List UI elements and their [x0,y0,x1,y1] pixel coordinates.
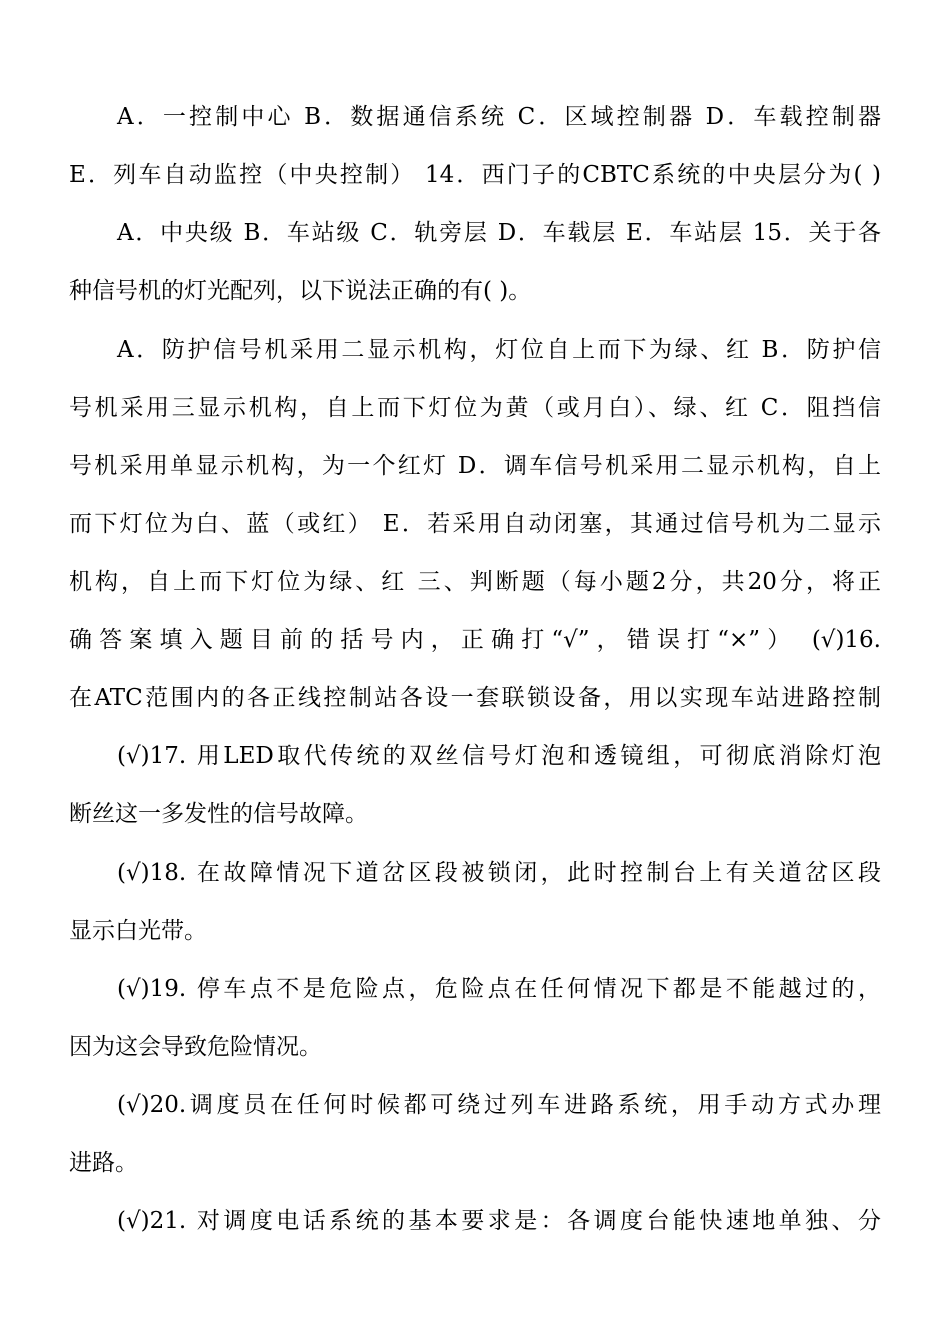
text-line-8: 而下灯位为白、蓝（或红） E．若采用自动闭塞，其通过信号机为二显示 [69,511,881,537]
text-line-3: A．中央级 B．车站级 C．轨旁层 D．车载层 E．车站层 15．关于各 [117,220,881,246]
text-line-17: 因为这会导致危险情况。 [69,1034,322,1060]
text-line-7: 号机采用单显示机构，为一个红灯 D．调车信号机采用二显示机构，自上 [69,453,881,479]
text-line-11: 在ATC范围内的各正线控制站各设一套联锁设备，用以实现车站进路控制 [69,685,881,711]
text-line-12: (√)17. 用LED取代传统的双丝信号灯泡和透镜组，可彻底消除灯泡 [117,743,881,769]
text-line-6: 号机采用三显示机构，自上而下灯位为黄（或月白）、绿、红 C．阻挡信 [69,395,881,421]
text-line-9: 机构，自上而下灯位为绿、红 三、判断题（每小题2分，共20分，将正 [69,569,881,595]
text-line-14: (√)18. 在故障情况下道岔区段被锁闭，此时控制台上有关道岔区段 [117,860,881,886]
text-line-19: 进路。 [69,1150,138,1176]
text-line-2: E．列车自动监控（中央控制） 14．西门子的CBTC系统的中央层分为( ) [69,162,881,188]
text-line-13: 断丝这一多发性的信号故障。 [69,801,368,827]
text-line-16: (√)19. 停车点不是危险点，危险点在任何情况下都是不能越过的， [117,976,881,1002]
text-line-1: A．一控制中心 B．数据通信系统 C．区域控制器 D．车载控制器 [117,104,881,130]
text-line-4: 种信号机的灯光配列，以下说法正确的有( )。 [69,278,532,304]
text-line-15: 显示白光带。 [69,918,207,944]
text-line-5: A．防护信号机采用二显示机构，灯位自上而下为绿、红 B．防护信 [117,337,881,363]
text-line-20: (√)21. 对调度电话系统的基本要求是：各调度台能快速地单独、分 [117,1208,881,1234]
text-line-18: (√)20.调度员在任何时候都可绕过列车进路系统，用手动方式办理 [117,1092,881,1118]
text-line-10: 确答案填入题目前的括号内，正确打“√”，错误打“×”） (√)16. [69,627,881,653]
